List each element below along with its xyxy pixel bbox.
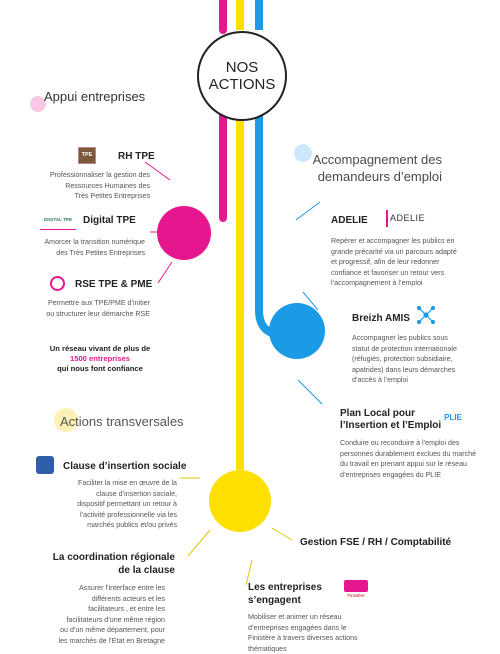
- coordination-title: La coordination régionale de la clause: [52, 552, 175, 576]
- adelie-logo: [386, 210, 426, 227]
- reseau-line1: Un réseau vivant de plus de: [49, 344, 151, 353]
- entreprises-desc: Mobiliser et animer un réseau d’entreprises engagées dans le Finistère à travers diverses actions thématiques: [248, 613, 358, 653]
- center-title-line2: ACTIONS: [208, 76, 276, 93]
- reseau-block: [40, 344, 160, 374]
- rse-desc: Permettre aux TPE/PME d’initier ou structurer leur démarche RSE: [46, 299, 150, 318]
- plie-logo-text: PLIE: [444, 413, 462, 422]
- section-transversales-title: Actions transversales: [60, 414, 184, 429]
- center-title-line1: NOS: [225, 59, 259, 76]
- entreprises-title: Les entreprises s’engagent: [248, 582, 322, 606]
- section-accompagnement-line1: Accompagnement des: [312, 152, 442, 167]
- finistere-logo-text: Finistère: [347, 593, 365, 598]
- digital-tpe-title: Digital TPE: [83, 215, 136, 226]
- clause-title: Clause d’insertion sociale: [63, 461, 187, 472]
- rh-tpe-title: RH TPE: [118, 151, 155, 162]
- breizh-desc: Accompagner les publics sous statut de protection internationale (réfugiés, protection subsidiaire, apatrides) dans leurs démarches d’accès à l’emploi: [352, 334, 457, 385]
- finistere-logo-mark: [344, 580, 368, 592]
- rh-tpe-logo: [78, 147, 96, 164]
- center-circle: [197, 31, 287, 121]
- breizh-title: Breizh AMIS: [352, 313, 410, 324]
- breizh-network-icon: [416, 305, 436, 325]
- rse-title: RSE TPE & PME: [75, 279, 153, 290]
- plie-desc: Conduire ou reconduire à l’emploi des personnes durablement exclues du marché du travail en prenant appui sur le réseau d’entreprises engagées du PLIE: [340, 439, 477, 479]
- gestion-title: Gestion FSE / RH / Comptabilité: [300, 537, 452, 548]
- plie-title: Plan Local pour l’Insertion et l’Emploi: [340, 408, 442, 431]
- digital-tpe-desc: Amorcer la transition numérique des Très Petites Entreprises: [44, 238, 145, 257]
- rh-tpe-logo-text: TPE: [81, 152, 93, 158]
- coordination-desc: Assurer l’interface entre les différents acteurs et les facilitateurs , et entre les facilitateurs d’une même région ou d’un même département, pour les marchés de l’Etat en Bretagne: [58, 584, 165, 645]
- magenta-node: [157, 206, 211, 260]
- clause-logo: [36, 456, 54, 474]
- rse-logo-icon: [50, 276, 65, 291]
- digital-tpe-logo: [40, 211, 76, 229]
- rh-tpe-desc: Professionnaliser la gestion des Ressources Humaines des Très Petites Entreprises: [49, 171, 150, 201]
- reseau-line3: qui nous font confiance: [57, 364, 143, 373]
- clause-desc: Faciliter la mise en œuvre de la clause d’insertion sociale, dispositif permettant un retour à l’activité professionnelle via les marchés publics et/ou privés: [77, 479, 177, 530]
- section-appui-title: Appui entreprises: [44, 89, 146, 104]
- finistere-logo: [342, 580, 370, 602]
- yellow-node: [209, 470, 271, 532]
- reseau-highlight: 1500 entreprises: [70, 354, 130, 363]
- plie-logo: [442, 408, 464, 428]
- adelie-title: ADELIE: [331, 215, 368, 226]
- digital-tpe-logo-text: DIGITAL TPE: [40, 211, 76, 230]
- section-accompagnement-line2: demandeurs d’emploi: [317, 169, 442, 184]
- adelie-desc: Repérer et accompagner les publics en grande précarité via un parcours adapté et progressif, afin de leur redonner confiance et favoriser un retour vers l’accompagnement à l’emploi: [331, 237, 457, 288]
- adelie-logo-text: ADELIE: [390, 213, 426, 223]
- section-accompagnement-title: [280, 151, 442, 185]
- blue-node: [269, 303, 325, 359]
